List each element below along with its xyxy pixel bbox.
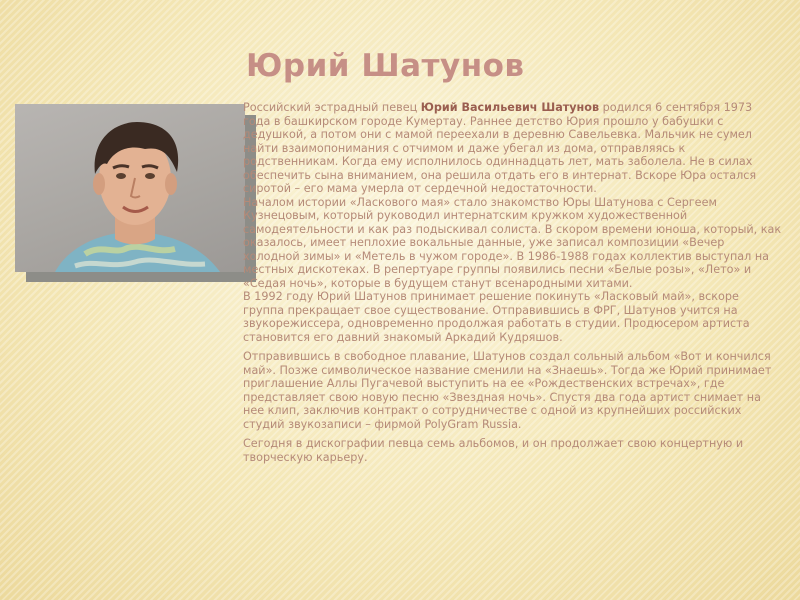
portrait-illustration	[15, 104, 245, 272]
paragraph-5: Сегодня в дискографии певца семь альбомов, и он продолжает свою концертную и творческую карьеру.	[243, 437, 744, 464]
paragraph-1	[243, 101, 783, 196]
paragraph-3: В 1992 году Юрий Шатунов принимает решение покинуть «Ласковый май», вскоре группа прекращает свое существование. Отправившись в ФРГ, Шатунов учится на звукорежиссера, одновременно продолжая работать в студии. Продюсером артиста становится его давний знакомый Аркадий Кудряшов.	[243, 290, 750, 344]
p1-rest: родился 6 сентября 1973 года в башкирском городе Кумертау. Раннее детство Юрия прошло у бабушки с дедушкой, а потом они с мамой переехали в деревню Савельевка. Мальчик не сумел найти взаимопонимания с отчимом и даже убегал из дома, отправляясь к родственникам. Когда ему исполнилось одиннадцать лет, мать заболела. Не в силах обеспечить сына вниманием, она решила отдать его в интернат. Вскоре Юра остался сиротой – его мама умерла от сердечной недостаточности.	[243, 101, 757, 195]
biography-text	[243, 101, 783, 470]
portrait-photo	[15, 104, 245, 272]
paragraph-2: Началом истории «Ласкового мая» стало знакомство Юры Шатунова с Сергеем Кузнецовым, который руководил интернатским кружком художественной самодеятельности и как раз подыскивал солиста. В скором времени юноша, который, как оказалось, имеет неплохие вокальные данные, уже записал композиции «Вечер холодной зимы» и «Метель в чужом городе». В 1986-1988 годах коллектив выступал на местных дискотеках. В репертуаре группы появились песни «Белые розы», «Лето» и «Седая ночь», которые в будущем станут всенародными хитами.	[243, 195, 782, 290]
slide-title: Юрий Шатунов	[246, 48, 525, 84]
p1-intro: Российский эстрадный певец	[243, 101, 421, 114]
paragraph-4: Отправившись в свободное плавание, Шатунов создал сольный альбом «Вот и кончился май». Позже символическое название сменили на «Знаешь». Тогда же Юрий принимает приглашение Аллы Пугачевой выступить на ее «Рождественских встречах», где представляет свою новую песню «Звездная ночь». Спустя два года артист снимает на нее клип, заключив контракт о сотрудничестве с одной из крупнейших российских студий звукозаписи – фирмой PolyGram Russia.	[243, 350, 772, 431]
singer-name: Юрий Васильевич Шатунов	[420, 101, 600, 114]
